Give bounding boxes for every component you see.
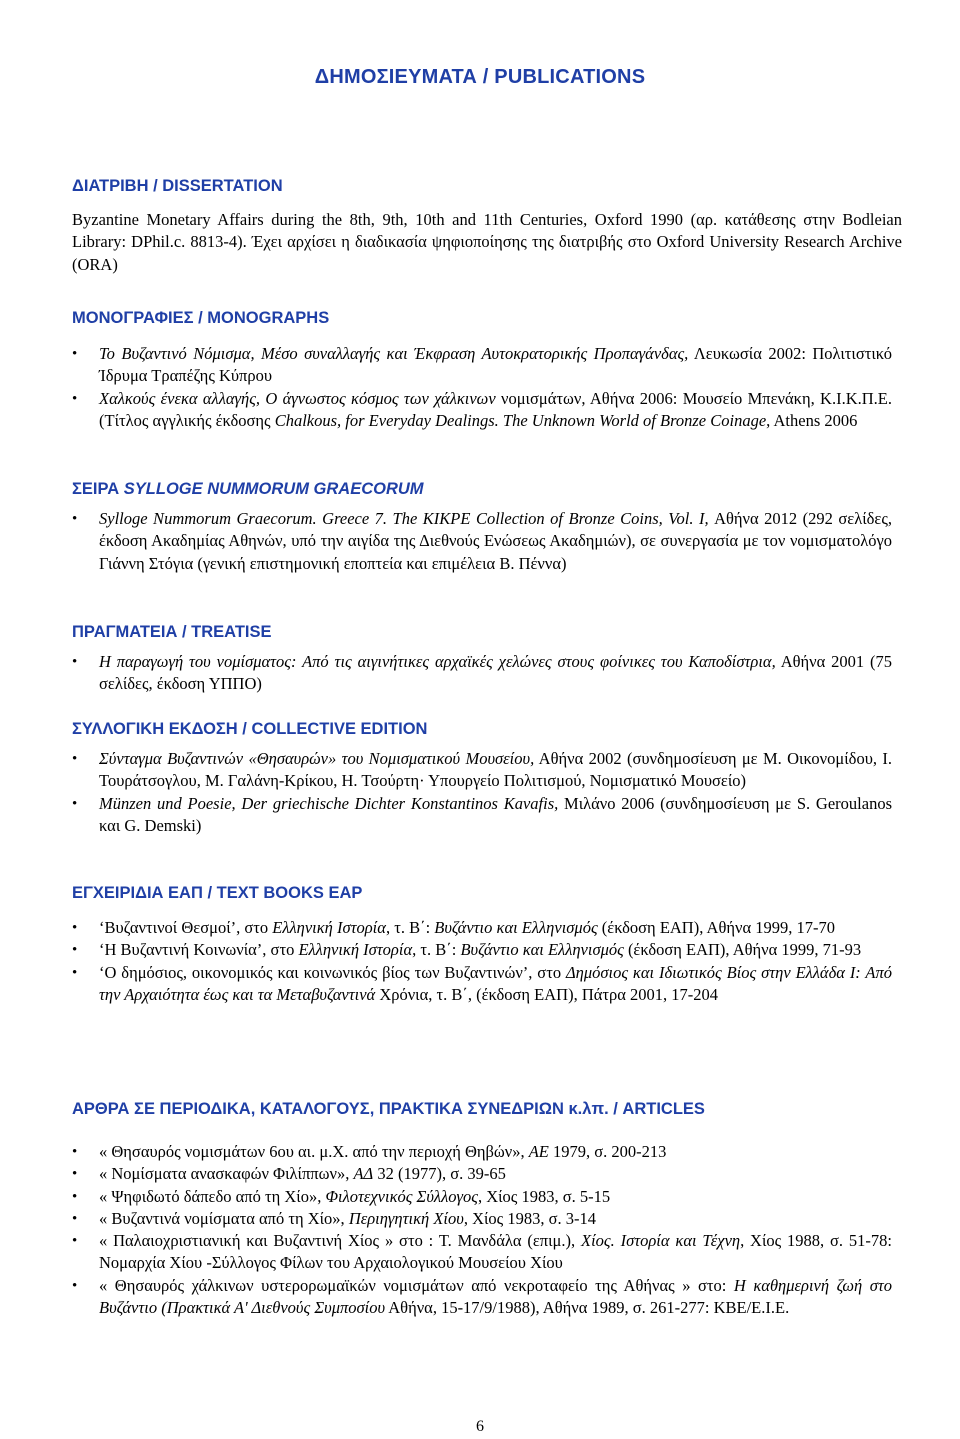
list-item: • Χαλκούς ένεκα αλλαγής, Ο άγνωστος κόσμος των χάλκινων νομισμάτων, Αθήνα 2006: Μουσείο Μπενάκη, Κ.Ι.Κ.Π.Ε. (Τίτλος αγγλικής έκδοσης Chalkous, for Everyday Dealings. The Unknown World of Bronze Coinage, Athens 2006 xyxy=(72,388,892,433)
treatise-list xyxy=(72,651,892,696)
list-item: • Η παραγωγή του νομίσματος: Από τις αιγινήτικες αρχαϊκές χελώνες στους φοίνικες του Καποδίστρια, Αθήνα 2001 (75 σελίδες, έκδοση ΥΠΠΟ) xyxy=(72,651,892,696)
list-item: • Münzen und Poesie, Der griechische Dichter Konstantinos Kavafis, Μιλάνο 2006 (συνδημοσίευση με S. Geroulanos και G. Demski) xyxy=(72,793,892,838)
section-heading-monographs: ΜΟΝΟΓΡΑΦΙΕΣ / MONOGRAPHS xyxy=(72,309,330,327)
list-item: • « Θησαυρός χάλκινων υστερορωμαϊκών νομισμάτων από νεκροταφείο της Αθήνας » στο: Η καθημερινή ζωή στο Βυζάντιο (Πρακτικά Α' Διεθνούς Συμποσίου Αθήνα, 15-17/9/1988), Αθήνα 1989, σ. 261-277: ΚΒΕ/Ε.Ι.Ε. xyxy=(72,1275,892,1320)
list-item: • « Νομίσματα ανασκαφών Φιλίππων», ΑΔ 32 (1977), σ. 39-65 xyxy=(72,1163,892,1185)
section-heading-collective-edition: ΣΥΛΛΟΓΙΚΗ ΕΚΔΟΣΗ / COLLECTIVE EDITION xyxy=(72,720,428,738)
articles-list xyxy=(72,1141,892,1319)
sylloge-list xyxy=(72,508,892,575)
section-heading-sylloge: ΣΕΙΡΑ SYLLOGE NUMMORUM GRAECORUM xyxy=(72,480,424,498)
dissertation-text: Byzantine Monetary Affairs during the 8th, 9th, 10th and 11th Centuries, Oxford 1990 (αρ. κατάθεσης στην Bodleian Library: DPhil.c. 8813-4). Έχει αρχίσει η διαδικασία ψηφιοποίησης της διατριβής στο Oxford University Research Archive (ORA) xyxy=(72,210,902,274)
list-item: • ‘Βυζαντινοί Θεσμοί’, στο Ελληνική Ιστορία, τ. Β΄: Βυζάντιο και Ελληνισμός (έκδοση ΕΑΠ), Αθήνα 1999, 17-70 xyxy=(72,917,892,939)
list-item: • « Παλαιοχριστιανική και Βυζαντινή Χίος » στο : Τ. Μανδάλα (επιμ.), Χίος. Ιστορία και Τέχνη, Χίος 1988, σ. 51-78: Νομαρχία Χίου -Σύλλογος Φίλων του Αρχαιολογικού Μουσείου Χίου xyxy=(72,1230,892,1275)
list-item: • ‘Η Βυζαντινή Κοινωνία’, στο Ελληνική Ιστορία, τ. Β΄: Βυζάντιο και Ελληνισμός (έκδοση ΕΑΠ), Αθήνα 1999, 71-93 xyxy=(72,939,892,961)
list-item: • ‘Ο δημόσιος, οικονομικός και κοινωνικός βίος των Βυζαντινών’, στο Δημόσιος και Ιδιωτικός Βίος στην Ελλάδα Ι: Από την Αρχαιότητα έως και τα Μεταβυζαντινά Χρόνια, τ. Β΄, (έκδοση ΕΑΠ), Πάτρα 2001, 17-204 xyxy=(72,962,892,1007)
list-item: • Σύνταγμα Βυζαντινών «Θησαυρών» του Νομισματικού Μουσείου, Αθήνα 2002 (συνδημοσίευση με Μ. Οικονομίδου, Ι. Τουράτσογλου, Μ. Γαλάνη-Κρίκου, Η. Τσούρτη· Υπουργείο Πολιτισμού, Νομισματικό Μουσείο) xyxy=(72,748,892,793)
section-heading-dissertation: ΔΙΑΤΡΙΒΗ / DISSERTATION xyxy=(72,177,283,195)
section-heading-articles: ΑΡΘΡΑ ΣΕ ΠΕΡΙΟΔΙΚΑ, ΚΑΤΑΛΟΓΟΥΣ, ΠΡΑΚΤΙΚΑ ΣΥΝΕΔΡΙΩΝ κ.λπ. / ARTICLES xyxy=(72,1100,705,1118)
textbooks-list xyxy=(72,917,892,1006)
list-item: • « Ψηφιδωτό δάπεδο από τη Χίο», Φιλοτεχνικός Σύλλογος, Χίος 1983, σ. 5-15 xyxy=(72,1186,892,1208)
page-number: 6 xyxy=(476,1418,484,1435)
collective-list xyxy=(72,748,892,837)
list-item: • Το Βυζαντινό Νόμισμα, Μέσο συναλλαγής και Έκφραση Αυτοκρατορικής Προπαγάνδας, Λευκωσία 2002: Πολιτιστικό Ίδρυμα Τραπέζης Κύπρου xyxy=(72,343,892,388)
list-item: • « Βυζαντινά νομίσματα από τη Χίο», Περιηγητική Χίου, Χίος 1983, σ. 3-14 xyxy=(72,1208,892,1230)
list-item: • « Θησαυρός νομισμάτων 6ου αι. μ.Χ. από την περιοχή Θηβών», ΑΕ 1979, σ. 200-213 xyxy=(72,1141,892,1163)
section-heading-textbooks: ΕΓΧΕΙΡΙΔΙΑ ΕΑΠ / TEXT BOOKS EAP xyxy=(72,884,363,902)
section-heading-treatise: ΠΡΑΓΜΑΤΕΙΑ / TREATISE xyxy=(72,623,272,641)
list-item: • Sylloge Nummorum Graecorum. Greece 7. The KIKPE Collection of Bronze Coins, Vol. I, Αθήνα 2012 (292 σελίδες, έκδοση Ακαδημίας Αθηνών, υπό την αιγίδα της Διεθνούς Ενώσεως Ακαδημιών), σε συνεργασία με τον νομισματολόγο Γιάννη Στόγια (γενική επιστημονική εποπτεία και επιμέλεια Β. Πέννα) xyxy=(72,508,892,575)
monographs-list xyxy=(72,343,892,432)
page-title: ΔΗΜΟΣΙΕΥΜΑΤΑ / PUBLICATIONS xyxy=(314,66,646,88)
